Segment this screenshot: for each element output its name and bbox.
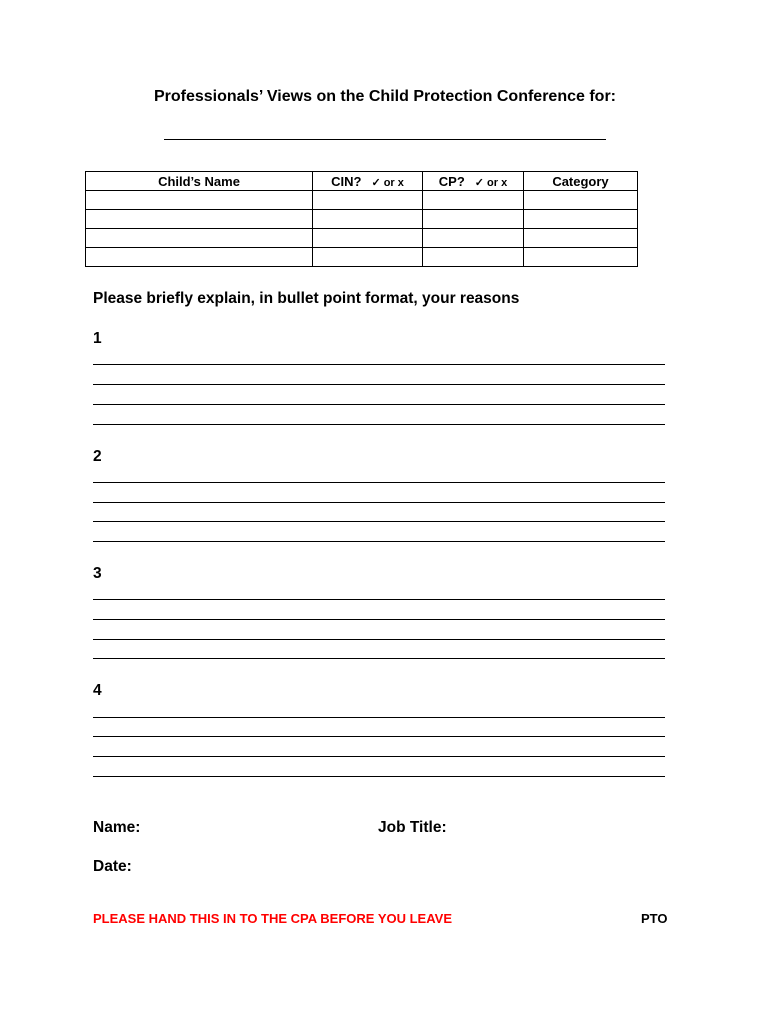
cin-cell[interactable] — [313, 191, 423, 210]
childs-name-header — [86, 172, 313, 191]
reason-1-line-4[interactable] — [93, 424, 665, 425]
reason-number-4: 4 — [93, 682, 102, 699]
reason-3-line-1[interactable] — [93, 599, 665, 600]
cp-cell[interactable] — [423, 191, 524, 210]
reason-4-line-2[interactable] — [93, 736, 665, 737]
table-row — [86, 210, 638, 229]
category-cell[interactable] — [524, 210, 638, 229]
table-row — [86, 248, 638, 267]
table-row — [86, 229, 638, 248]
reason-1-line-2[interactable] — [93, 384, 665, 385]
pto-note: PTO — [641, 911, 668, 926]
category-header — [524, 172, 638, 191]
cin-header — [313, 172, 423, 191]
conference-name-line[interactable] — [164, 139, 606, 140]
cin-header-label: CIN? — [331, 173, 362, 189]
cp-header-label: CP? — [438, 173, 465, 189]
cp-tick-or-cross-hint: ✓ or x — [474, 176, 508, 189]
childs-name-cell[interactable] — [86, 210, 313, 229]
category-cell[interactable] — [524, 248, 638, 267]
reason-number-2: 2 — [93, 448, 102, 465]
reason-2-line-3[interactable] — [93, 521, 665, 522]
reason-3-line-2[interactable] — [93, 619, 665, 620]
reason-number-3: 3 — [93, 565, 102, 582]
cin-tick-or-cross-hint: ✓ or x — [371, 176, 404, 189]
childs-name-cell[interactable] — [86, 248, 313, 267]
reason-4-line-3[interactable] — [93, 756, 665, 757]
reason-3-line-3[interactable] — [93, 639, 665, 640]
reason-number-1: 1 — [93, 330, 102, 347]
childs-name-cell[interactable] — [86, 229, 313, 248]
children-table — [85, 171, 638, 267]
childs-name-header-label: Child’s Name — [158, 173, 240, 189]
reason-2-line-4[interactable] — [93, 541, 665, 542]
reason-1-line-1[interactable] — [93, 364, 665, 365]
name-label: Name: — [93, 819, 141, 836]
cp-cell[interactable] — [423, 248, 524, 267]
page-title: Professionals’ Views on the Child Protection Conference for: — [153, 88, 616, 105]
cin-cell[interactable] — [313, 229, 423, 248]
childs-name-cell[interactable] — [86, 191, 313, 210]
reason-2-line-2[interactable] — [93, 502, 665, 503]
reason-4-line-4[interactable] — [93, 776, 665, 777]
category-header-label: Category — [552, 173, 609, 189]
date-label: Date: — [93, 858, 132, 875]
table-header-row — [86, 172, 638, 191]
reason-4-line-1[interactable] — [93, 717, 665, 718]
category-cell[interactable] — [524, 191, 638, 210]
reason-3-line-4[interactable] — [93, 658, 665, 659]
category-cell[interactable] — [524, 229, 638, 248]
reason-2-line-1[interactable] — [93, 482, 665, 483]
reason-1-line-3[interactable] — [93, 404, 665, 405]
reasons-prompt: Please briefly explain, in bullet point format, your reasons — [93, 290, 520, 307]
cin-cell[interactable] — [313, 248, 423, 267]
job-title-label: Job Title: — [378, 819, 447, 836]
cp-cell[interactable] — [423, 210, 524, 229]
hand-in-warning: PLEASE HAND THIS IN TO THE CPA BEFORE YOU LEAVE — [93, 911, 452, 926]
cin-cell[interactable] — [313, 210, 423, 229]
cp-cell[interactable] — [423, 229, 524, 248]
cp-header — [423, 172, 524, 191]
table-row — [86, 191, 638, 210]
